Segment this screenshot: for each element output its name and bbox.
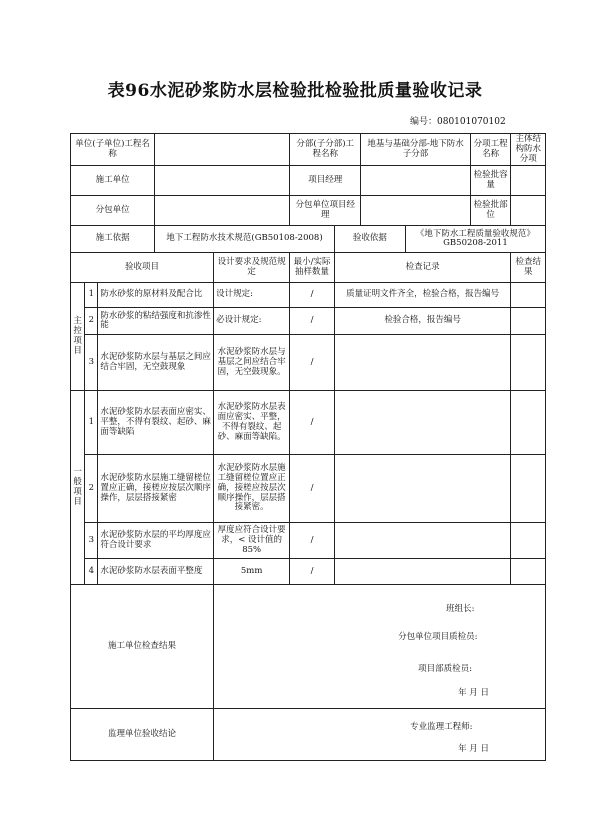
batch-part-value[interactable]: [511, 196, 546, 226]
item-result[interactable]: [511, 283, 546, 308]
table-row: [71, 523, 546, 559]
item-number: 2: [85, 455, 98, 523]
supervision-signatures: [214, 709, 546, 761]
subcontract-pm-label: 分包单位项目经理: [290, 196, 361, 226]
table-row: [71, 455, 546, 523]
item-sample[interactable]: /: [290, 559, 335, 585]
item-name: 水泥砂浆防水层施工缝留槎位置应正确，接槎应按层次顺序操作，层层搭接紧密: [98, 455, 214, 523]
supervision-row: [71, 709, 546, 761]
item-record[interactable]: [334, 335, 511, 391]
subcontract-pm-value[interactable]: [361, 196, 471, 226]
item-result[interactable]: [511, 335, 546, 391]
col-header-design: 设计要求及规范规定: [214, 253, 290, 283]
item-sample[interactable]: /: [290, 391, 335, 455]
item-name: 防水砂浆的粘结强度和抗渗性能: [98, 308, 214, 335]
header-row-basis: [71, 226, 546, 253]
item-sample[interactable]: /: [290, 283, 335, 308]
item-design: 水泥砂浆防水层施工缝留槎位置应正确，接槎应按层次顺序操作，层层搭接紧密。: [214, 455, 290, 523]
col-header-sample: 最小/实际抽样数量: [290, 253, 335, 283]
main-items-group-label: 主 控 项 目: [71, 283, 85, 391]
inspection-form-table: [70, 133, 546, 761]
item-number: 2: [85, 308, 98, 335]
header-row-construction: [71, 166, 546, 196]
item-design: 水泥砂浆防水层与基层之间应结合牢固，无空鼓现象。: [214, 335, 290, 391]
item-number: 1: [85, 283, 98, 308]
item-record[interactable]: [334, 559, 511, 585]
project-inspector-label: 项目部质检员:: [418, 664, 472, 675]
general-items-group-label: 一 般 项 目: [71, 391, 85, 585]
item-result[interactable]: [511, 308, 546, 335]
subcontract-unit-value[interactable]: [155, 196, 290, 226]
construction-check-signatures: [214, 585, 546, 709]
item-number: 3: [85, 335, 98, 391]
table-row: [71, 559, 546, 585]
item-design: 5mm: [214, 559, 290, 585]
item-sample[interactable]: /: [290, 523, 335, 559]
subdivision-value[interactable]: 地基与基础分部-地下防水子分部: [361, 134, 471, 166]
subitem-label: 分项工程名称: [470, 134, 511, 166]
column-header-row: [71, 253, 546, 283]
project-manager-value[interactable]: [361, 166, 471, 196]
item-name: 防水砂浆的原材料及配合比: [98, 283, 214, 308]
item-number: 1: [85, 391, 98, 455]
col-header-record: 检查记录: [334, 253, 511, 283]
col-header-item: 验收项目: [71, 253, 214, 283]
item-design: 设计规定:: [214, 283, 290, 308]
subdivision-label: 分部(子分部)工程名称: [290, 134, 361, 166]
batch-capacity-label: 检验批容量: [470, 166, 511, 196]
construction-check-label: 施工单位检查结果: [71, 585, 214, 709]
page-title: 表96水泥砂浆防水层检验批检验批质量验收记录: [107, 81, 483, 101]
item-number: 4: [85, 559, 98, 585]
item-name: 水泥砂浆防水层的平均厚度应符合设计要求: [98, 523, 214, 559]
item-record[interactable]: [334, 391, 511, 455]
header-row-unit: [71, 134, 546, 166]
item-design: 必设计规定:: [214, 308, 290, 335]
batch-part-label: 检验批部位: [470, 196, 511, 226]
construction-basis-value[interactable]: 地下工程防水技术规范(GB50108-2008): [155, 226, 335, 253]
team-leader-label: 班组长:: [446, 604, 475, 615]
sub-inspector-label: 分包单位项目质检员:: [398, 632, 478, 643]
supervision-date: 年 月 日: [458, 744, 489, 755]
item-name: 水泥砂浆防水层表面应密实、平整，不得有裂纹、起砂、麻面等缺陷: [98, 391, 214, 455]
table-row: [71, 283, 546, 308]
table-row: [71, 391, 546, 455]
item-name: 水泥砂浆防水层表面平整度: [98, 559, 214, 585]
item-number: 3: [85, 523, 98, 559]
table-row: [71, 335, 546, 391]
acceptance-basis-label: 验收依据: [334, 226, 405, 253]
item-record[interactable]: [334, 455, 511, 523]
item-name: 水泥砂浆防水层与基层之间应结合牢固，无空鼓现象: [98, 335, 214, 391]
item-sample[interactable]: /: [290, 455, 335, 523]
item-sample[interactable]: /: [290, 335, 335, 391]
construction-check-row: [71, 585, 546, 709]
batch-capacity-value[interactable]: [511, 166, 546, 196]
project-manager-label: 项目经理: [290, 166, 361, 196]
subcontract-unit-label: 分包单位: [71, 196, 155, 226]
acceptance-basis-value[interactable]: 《地下防水工程质量验收规范》GB50208-2011: [405, 226, 545, 253]
item-sample[interactable]: /: [290, 308, 335, 335]
construction-unit-value[interactable]: [155, 166, 290, 196]
item-result[interactable]: [511, 455, 546, 523]
header-row-subcontract: [71, 196, 546, 226]
item-record[interactable]: 质量证明文件齐全，检验合格，报告编号: [334, 283, 511, 308]
supervision-label: 监理单位验收结论: [71, 709, 214, 761]
item-result[interactable]: [511, 523, 546, 559]
item-design: 水泥砂浆防水层表面应密实、平整，不得有裂纹、起砂、麻面等缺陷。: [214, 391, 290, 455]
construction-basis-label: 施工依据: [71, 226, 155, 253]
item-result[interactable]: [511, 391, 546, 455]
document-number: 编号：080101070102: [410, 117, 506, 127]
item-record[interactable]: [334, 523, 511, 559]
item-result[interactable]: [511, 559, 546, 585]
construction-unit-label: 施工单位: [71, 166, 155, 196]
subitem-value[interactable]: 主体结构防水分项: [511, 134, 546, 166]
item-record[interactable]: 检验合格，报告编号: [334, 308, 511, 335]
unit-name-value[interactable]: [155, 134, 290, 166]
unit-name-label: 单位(子单位)工程名称: [71, 134, 155, 166]
item-design: 厚度应符合设计要求，< 设计值的85%: [214, 523, 290, 559]
supervision-engineer-label: 专业监理工程师:: [410, 722, 473, 733]
table-row: [71, 308, 546, 335]
col-header-result: 检查结果: [511, 253, 546, 283]
construction-date: 年 月 日: [458, 688, 489, 699]
